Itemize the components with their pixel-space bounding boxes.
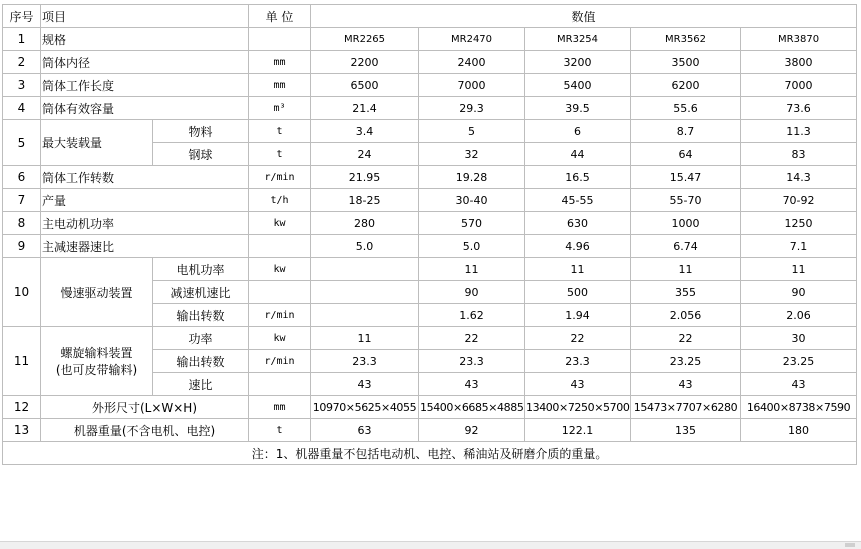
- value-cell: 22: [419, 327, 525, 350]
- table-row: [3, 166, 857, 189]
- value-cell: 14.3: [741, 166, 857, 189]
- row-label-line2: (也可皮带输料): [55, 363, 138, 377]
- value-cell: 15473×7707×6280: [631, 396, 741, 419]
- table-row: [3, 212, 857, 235]
- value-cell: 45-55: [525, 189, 631, 212]
- value-cell: 30: [741, 327, 857, 350]
- value-cell: 63: [311, 419, 419, 442]
- table-row: [3, 51, 857, 74]
- row-no: 2: [3, 51, 41, 74]
- value-cell: 2400: [419, 51, 525, 74]
- value-cell: 55.6: [631, 97, 741, 120]
- value-cell: 23.3: [419, 350, 525, 373]
- value-cell: 280: [311, 212, 419, 235]
- value-cell: 13400×7250×5700: [525, 396, 631, 419]
- spec-table: [2, 4, 857, 465]
- value-cell: 23.3: [525, 350, 631, 373]
- table-row: [3, 74, 857, 97]
- value-cell: 5.0: [311, 235, 419, 258]
- row-label: [41, 327, 153, 396]
- value-cell: 11: [631, 258, 741, 281]
- value-cell: 2.056: [631, 304, 741, 327]
- value-cell: 90: [741, 281, 857, 304]
- value-cell: 16.5: [525, 166, 631, 189]
- row-no: 8: [3, 212, 41, 235]
- value-cell: 3800: [741, 51, 857, 74]
- value-cell: 24: [311, 143, 419, 166]
- value-cell: 10970×5625×4055: [311, 396, 419, 419]
- value-cell: 32: [419, 143, 525, 166]
- value-cell: 355: [631, 281, 741, 304]
- value-cell: 11: [525, 258, 631, 281]
- row-label: 筒体工作长度: [41, 74, 249, 97]
- row-sublabel: 物料: [153, 120, 249, 143]
- header-row: [3, 5, 857, 28]
- row-unit: mm: [249, 396, 311, 419]
- row-no: 9: [3, 235, 41, 258]
- header-item: 项目: [41, 5, 249, 28]
- row-unit: t: [249, 120, 311, 143]
- value-cell: [311, 258, 419, 281]
- row-unit: r/min: [249, 166, 311, 189]
- row-label-line1: 螺旋输料装置: [60, 346, 133, 360]
- value-cell: 15.47: [631, 166, 741, 189]
- row-no: 1: [3, 28, 41, 51]
- table-row: [3, 396, 857, 419]
- value-cell: 64: [631, 143, 741, 166]
- value-cell: MR3562: [631, 28, 741, 51]
- row-no: 3: [3, 74, 41, 97]
- value-cell: 630: [525, 212, 631, 235]
- row-unit: [249, 28, 311, 51]
- value-cell: MR3870: [741, 28, 857, 51]
- value-cell: 11: [311, 327, 419, 350]
- row-sublabel: 输出转数: [153, 350, 249, 373]
- table-note: 注：1、机器重量不包括电动机、电控、稀油站及研磨介质的重量。: [3, 442, 857, 465]
- row-unit: kw: [249, 327, 311, 350]
- value-cell: 23.25: [631, 350, 741, 373]
- value-cell: 44: [525, 143, 631, 166]
- value-cell: 43: [419, 373, 525, 396]
- value-cell: 70-92: [741, 189, 857, 212]
- row-label: 产量: [41, 189, 249, 212]
- row-unit: t: [249, 419, 311, 442]
- table-row: [3, 258, 857, 281]
- value-cell: 19.28: [419, 166, 525, 189]
- value-cell: 43: [525, 373, 631, 396]
- row-unit: [249, 235, 311, 258]
- value-cell: 83: [741, 143, 857, 166]
- table-row: [3, 235, 857, 258]
- value-cell: [311, 304, 419, 327]
- value-cell: 43: [311, 373, 419, 396]
- value-cell: 6500: [311, 74, 419, 97]
- value-cell: 1000: [631, 212, 741, 235]
- row-label: 主减速器速比: [41, 235, 249, 258]
- value-cell: 6200: [631, 74, 741, 97]
- table-row: [3, 28, 857, 51]
- value-cell: 22: [631, 327, 741, 350]
- scrollbar-thumb[interactable]: [845, 543, 855, 547]
- row-label: 规格: [41, 28, 249, 51]
- value-cell: 7.1: [741, 235, 857, 258]
- value-cell: [311, 281, 419, 304]
- value-cell: 73.6: [741, 97, 857, 120]
- value-cell: 55-70: [631, 189, 741, 212]
- row-unit: r/min: [249, 304, 311, 327]
- value-cell: 90: [419, 281, 525, 304]
- value-cell: 2.06: [741, 304, 857, 327]
- value-cell: 11: [419, 258, 525, 281]
- row-no: 12: [3, 396, 41, 419]
- value-cell: 500: [525, 281, 631, 304]
- value-cell: 39.5: [525, 97, 631, 120]
- row-sublabel: 减速机速比: [153, 281, 249, 304]
- row-label: 筒体工作转数: [41, 166, 249, 189]
- value-cell: 7000: [741, 74, 857, 97]
- row-label: 筒体内径: [41, 51, 249, 74]
- value-cell: 18-25: [311, 189, 419, 212]
- row-label: 筒体有效容量: [41, 97, 249, 120]
- value-cell: 23.3: [311, 350, 419, 373]
- value-cell: 6.74: [631, 235, 741, 258]
- row-unit: r/min: [249, 350, 311, 373]
- row-label: 最大装载量: [41, 120, 153, 166]
- value-cell: 11.3: [741, 120, 857, 143]
- value-cell: 5: [419, 120, 525, 143]
- row-no: 13: [3, 419, 41, 442]
- row-unit: mm: [249, 74, 311, 97]
- header-unit: 单 位: [249, 5, 311, 28]
- row-unit: kw: [249, 258, 311, 281]
- row-no: 5: [3, 120, 41, 166]
- value-cell: 15400×6685×4885: [419, 396, 525, 419]
- value-cell: 4.96: [525, 235, 631, 258]
- table-row: [3, 120, 857, 143]
- row-sublabel: 钢球: [153, 143, 249, 166]
- row-unit: [249, 373, 311, 396]
- value-cell: MR2470: [419, 28, 525, 51]
- value-cell: 5400: [525, 74, 631, 97]
- value-cell: 180: [741, 419, 857, 442]
- row-no: 6: [3, 166, 41, 189]
- row-unit: m³: [249, 97, 311, 120]
- value-cell: 3.4: [311, 120, 419, 143]
- row-label: 机器重量(不含电机、电控): [41, 419, 249, 442]
- value-cell: 122.1: [525, 419, 631, 442]
- row-unit: mm: [249, 51, 311, 74]
- value-cell: 8.7: [631, 120, 741, 143]
- row-unit: t: [249, 143, 311, 166]
- row-sublabel: 速比: [153, 373, 249, 396]
- row-unit: t/h: [249, 189, 311, 212]
- value-cell: 1.62: [419, 304, 525, 327]
- header-values: 数值: [311, 5, 857, 28]
- value-cell: 92: [419, 419, 525, 442]
- header-no: 序号: [3, 5, 41, 28]
- value-cell: 3500: [631, 51, 741, 74]
- note-row: [3, 442, 857, 465]
- value-cell: 11: [741, 258, 857, 281]
- value-cell: 30-40: [419, 189, 525, 212]
- table-row: [3, 97, 857, 120]
- value-cell: 6: [525, 120, 631, 143]
- value-cell: 570: [419, 212, 525, 235]
- value-cell: 43: [741, 373, 857, 396]
- row-no: 7: [3, 189, 41, 212]
- row-no: 10: [3, 258, 41, 327]
- value-cell: 21.95: [311, 166, 419, 189]
- value-cell: 16400×8738×7590: [741, 396, 857, 419]
- row-label: 慢速驱动装置: [41, 258, 153, 327]
- row-no: 4: [3, 97, 41, 120]
- row-sublabel: 功率: [153, 327, 249, 350]
- row-sublabel: 输出转数: [153, 304, 249, 327]
- value-cell: 3200: [525, 51, 631, 74]
- value-cell: 43: [631, 373, 741, 396]
- value-cell: 7000: [419, 74, 525, 97]
- row-no: 11: [3, 327, 41, 396]
- table-row: [3, 419, 857, 442]
- value-cell: MR2265: [311, 28, 419, 51]
- row-label: 外形尺寸(L×W×H): [41, 396, 249, 419]
- table-row: [3, 189, 857, 212]
- value-cell: 23.25: [741, 350, 857, 373]
- value-cell: 2200: [311, 51, 419, 74]
- row-unit: kw: [249, 212, 311, 235]
- value-cell: 1250: [741, 212, 857, 235]
- value-cell: 29.3: [419, 97, 525, 120]
- value-cell: MR3254: [525, 28, 631, 51]
- row-unit: [249, 281, 311, 304]
- table-row: [3, 327, 857, 350]
- value-cell: 5.0: [419, 235, 525, 258]
- value-cell: 22: [525, 327, 631, 350]
- row-label: 主电动机功率: [41, 212, 249, 235]
- value-cell: 21.4: [311, 97, 419, 120]
- value-cell: 1.94: [525, 304, 631, 327]
- value-cell: 135: [631, 419, 741, 442]
- row-sublabel: 电机功率: [153, 258, 249, 281]
